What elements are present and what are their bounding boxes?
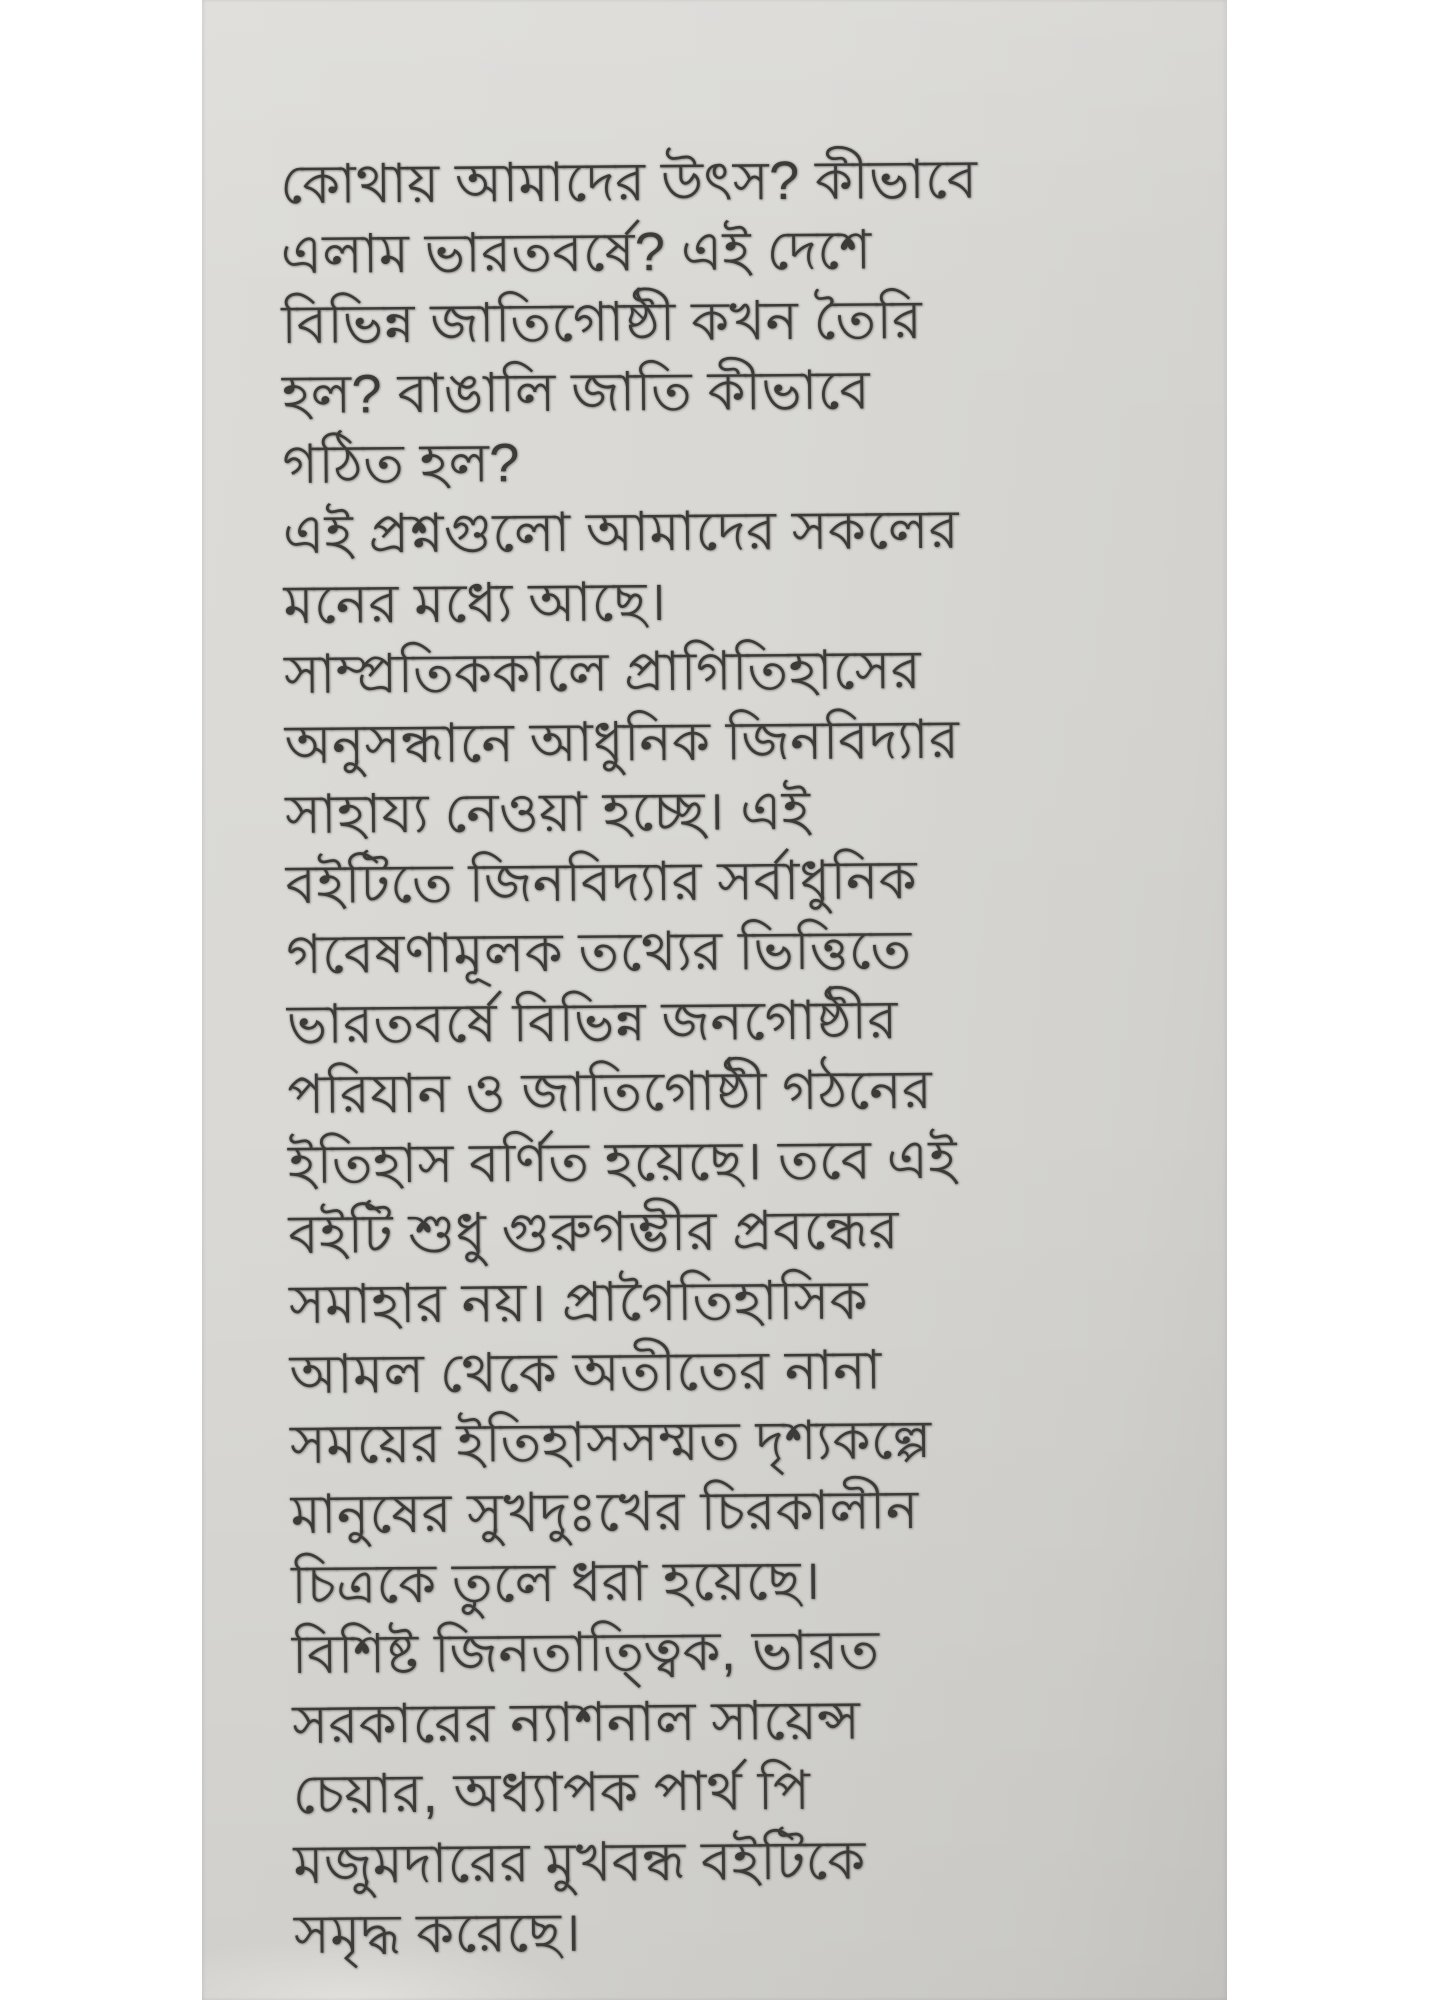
text-line: সমৃদ্ধ করেছে। <box>293 1902 582 1965</box>
text-line: মানুষের সুখদুঃখের চিরকালীন <box>290 1480 919 1545</box>
text-line: কোথায় আমাদের উৎস? কীভাবে <box>280 149 978 215</box>
text-line: বিশিষ্ট জিনতাত্ত্বিক, ভারত <box>291 1620 880 1685</box>
text-line: সাহায্য নেওয়া হচ্ছে। এই <box>284 780 811 845</box>
text-line: অনুসন্ধানে আধুনিক জিনবিদ্যার <box>284 709 960 775</box>
text-line: ভারতবর্ষে বিভিন্ন জনগোষ্ঠীর <box>286 990 898 1055</box>
text-line: এই প্রশ্নগুলো আমাদের সকলের <box>282 499 960 565</box>
text-line: হল? বাঙালি জাতি কীভাবে <box>281 360 871 425</box>
text-line: এলাম ভারতবর্ষে? এই দেশে <box>280 220 872 285</box>
text-line: বইটি শুধু গুরুগম্ভীর প্রবন্ধের <box>288 1200 900 1265</box>
text-line: সাম্প্রতিককালে প্রাগিতিহাসের <box>283 639 922 705</box>
text-line: সরকারের ন্যাশনাল সায়েন্স <box>292 1690 861 1755</box>
text-line: ইতিহাস বর্ণিত হয়েছে। তবে এই <box>287 1129 958 1195</box>
text-line: চেয়ার, অধ্যাপক পার্থ পি <box>292 1760 811 1825</box>
text-line: গঠিত হল? <box>282 433 521 495</box>
text-line: মনের মধ্যে আছে। <box>283 571 667 635</box>
text-line: বিভিন্ন জাতিগোষ্ঠী কখন তৈরি <box>281 289 923 355</box>
text-line: চিত্রকে তুলে ধরা হয়েছে। <box>291 1550 821 1615</box>
text-line: বইটিতে জিনবিদ্যার সর্বাধুনিক <box>285 850 918 915</box>
text-line: আমল থেকে অতীতের নানা <box>289 1340 882 1405</box>
text-line: সময়ের ইতিহাসসম্মত দৃশ্যকল্পে <box>289 1409 932 1475</box>
text-line: গবেষণামূলক তথ্যের ভিত্তিতে <box>286 920 912 985</box>
text-column <box>280 144 1094 1970</box>
book-page <box>202 0 1227 2000</box>
text-line: মজুমদারের মুখবন্ধ বইটিকে <box>293 1830 866 1895</box>
text-line: পরিযান ও জাতিগোষ্ঠী গঠনের <box>287 1059 933 1125</box>
text-line: সমাহার নয়। প্রাগৈতিহাসিক <box>288 1270 869 1335</box>
